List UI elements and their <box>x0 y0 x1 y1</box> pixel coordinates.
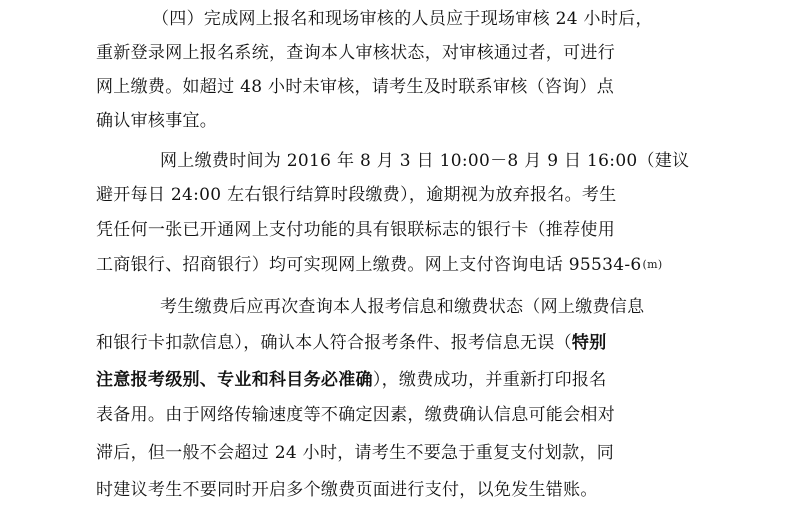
paragraph-2-line-3: 凭任何一张已开通网上支付功能的具有银联标志的银行卡（推荐使用 <box>96 220 615 240</box>
paragraph-3-line-3-text: ），缴费成功，并重新打印报名 <box>372 370 607 390</box>
paragraph-1-line-2: 重新登录网上报名系统，查询本人审核状态，对审核通过者，可进行 <box>96 43 615 63</box>
text-cursor-mark: (m) <box>642 258 663 271</box>
paragraph-1-line-1: （四）完成网上报名和现场审核的人员应于现场审核 24 小时后， <box>152 9 653 29</box>
paragraph-3-line-3 <box>96 369 607 391</box>
emphasis-text: 特别 <box>571 333 607 353</box>
paragraph-3-line-2-text: 和银行卡扣款信息），确认本人符合报考条件、报考信息无误（ <box>96 333 572 353</box>
paragraph-3-line-1: 考生缴费后应再次查询本人报考信息和缴费状态（网上缴费信息 <box>160 297 645 317</box>
paragraph-3-line-2 <box>96 332 607 354</box>
paragraph-2-line-1: 网上缴费时间为 2016 年 8 月 3 日 10:00－8 月 9 日 16:00（建议 <box>160 151 690 171</box>
paragraph-3-line-5: 滞后，但一般不会超过 24 小时，请考生不要急于重复支付划款，同 <box>96 443 615 463</box>
paragraph-2-line-4 <box>96 254 662 276</box>
paragraph-3-line-4: 表备用。由于网络传输速度等不确定因素，缴费确认信息可能会相对 <box>96 405 615 425</box>
paragraph-1-line-4: 确认审核事宜。 <box>96 111 218 131</box>
emphasis-text: 注意报考级别、专业和科目务必准确 <box>96 370 373 390</box>
paragraph-2-line-2: 避开每日 24:00 左右银行结算时段缴费），逾期视为放弃报名。考生 <box>96 185 617 205</box>
paragraph-3-line-6: 时建议考生不要同时开启多个缴费页面进行支付，以免发生错账。 <box>96 480 598 500</box>
paragraph-2-line-4-text: 工商银行、招商银行）均可实现网上缴费。网上支付咨询电话 95534-6 <box>96 255 642 275</box>
paragraph-1-line-3: 网上缴费。如超过 48 小时未审核，请考生及时联系审核（咨询）点 <box>96 77 615 97</box>
